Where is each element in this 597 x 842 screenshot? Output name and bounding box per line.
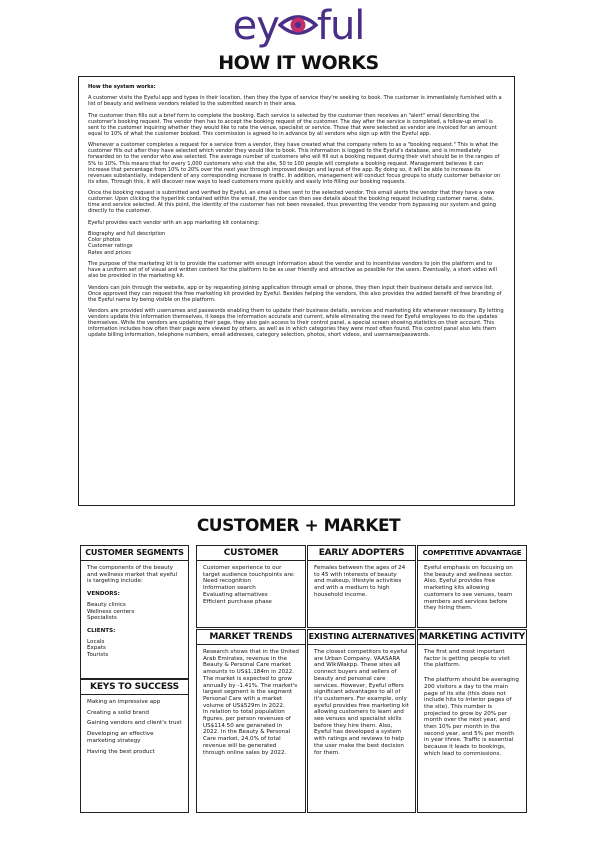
eye-icon <box>278 11 318 39</box>
keys-item: Making an impressive app <box>87 699 161 705</box>
how-paragraph: Eyeful provides each vendor with an app marketing kit containing: <box>88 219 260 226</box>
early-adopters-text: Females between the ages of 24 to 45 with interests of beauty and makeup, lifestyle activities and with a medium to high household income. <box>314 565 406 598</box>
how-paragraph: Vendors can join through the website, app or by requesting joining application through email or phone, they then input their business details and service list. Once approved they can request the free marketing kit provided by Eyeful. Besides helping the vendors, this also provides the added benefit of free branding of the Eyeful name by being visible on the platform. <box>88 284 502 303</box>
competitive-advantage-title: COMPETITIVE ADVANTAGE <box>418 546 526 561</box>
marketing-activity-title: MARKETING ACTIVITY <box>418 630 526 645</box>
market-trends-cell <box>196 629 306 813</box>
clients-list: Locals Expats Tourists <box>87 638 109 659</box>
customer-segments-title: CUSTOMER SEGMENTS <box>81 546 188 561</box>
market-trends-text: Research shows that in the United Arab Emirates, revenue in the Beauty & Personal Care market amounts to US$1,184m in 2022. The market is expected to grow annually by -1.41%. The market's largest segment is the segment Personal Care with a market volume of US$529m in 2022. In relation to total population figures, per person revenues of US$114.50 are generated in 2022. In the Beauty & Personal Care market, 24.0% of total revenue will be generated through online sales by 2022. <box>203 649 299 756</box>
how-paragraph: Whenever a customer completes a request for a service from a vendor, they have created what the company refers to as a "booking request." This is what the customer fills out after they have selected which vendor they would like to book. This information is logged to the Eyeful's database, and is immediately forwarded on to the vendor who was selected. The average number of customers who will fill out a booking request during their visit should be in the ranges of 5% to 10%. This means that for every 1,000 customers who visit the site, 50 to 100 people will complete a booking request. Management believes it can increase that percentage from 10% to 20% over the next year through improved design and layout of the app. By doing so, it will be able to increase its revenues substantially, independent of any corresponding increase in traffic. In addition, management will conduct focus groups to study customer behavior on its sites. Through this, it will discover new ways to lead customers more quickly and easily into filling our booking requests. <box>88 142 501 185</box>
segments-intro: The components of the beauty and wellness market that eyeful is targeting include: <box>87 565 178 585</box>
how-heading: How the system works: <box>88 84 156 90</box>
existing-alternatives-cell <box>307 629 416 813</box>
early-adopters-cell <box>307 545 416 628</box>
early-adopters-title: EARLY ADOPTERS <box>308 546 415 561</box>
existing-alternatives-title: EXISTING ALTERNATIVES <box>308 630 415 645</box>
customer-text: Customer experience to our target audience touchpoints are: Need recognition Information search Evaluating alternatives Efficient purchase phase <box>203 565 295 605</box>
market-trends-title: MARKET TRENDS <box>197 630 305 645</box>
marketing-activity-intro: The first and most important factor is getting people to visit the platform. <box>424 649 510 669</box>
clients-label: CLIENTS: <box>87 627 116 634</box>
section-title: CUSTOMER + MARKET <box>196 516 401 536</box>
marketing-activity-cell <box>417 629 527 813</box>
eyeful-logo <box>0 4 597 48</box>
customer-title: CUSTOMER <box>197 546 305 561</box>
how-paragraph: The customer then fills out a brief form to complete the booking. Each service is selected by the customer then receives an "alert" email describing the customer's booking request. The vendor then has to accept the booking request of the customer. The day after the service is completed, a follow-up email is sent to the customer inquiring whether they would like to rate the venue, specialist or service. Those that were selected as vendor are invoiced for an amount equal to 10% of what the customer booked. This commission is agreed to in advance by all vendors who sign up with the Eyeful app. <box>88 112 497 137</box>
logo-text-right: ful <box>316 3 365 49</box>
how-paragraph: The purpose of the marketing kit is to provide the customer with enough information about the vendor and to incentivise vendors to join the platform and to have a uniform set of of visual and written content for the platform to be as user friendly and attractive as possible for the users. Eventually, a short video will also be provided in the marketing kit. <box>88 260 497 280</box>
keys-to-success-cell <box>80 679 189 813</box>
logo-text-left: ey <box>232 3 279 49</box>
existing-alternatives-text: The closest competitors to eyeful are Urban Company, VAASARA and WikiWakpp. These sites all connect buyers and sellers of beauty and personal care services. However, Eyeful offers significant advantages to all of it's customers. For example, only eyeful provides free marketing kit allowing customers to learn and see venues and specialist skills before they hire them. Also, Eyeful has developed a system with ratings and reviews to help the user make the best decision for them. <box>314 649 409 756</box>
keys-item: Having the best product <box>87 748 155 755</box>
marketing-activity-text: The platform should be averaging 200 visitors a day to the main page of its site (this does not include hits to interior pages of the site). This number is projected to grow by 20% per month over the next year, and then 10% per month in the second year, and 5% per month in year three. Traffic is essential because it leads to bookings, which lead to commissions. <box>424 677 519 757</box>
vendors-label: VENDORS: <box>87 591 120 598</box>
keys-item: Gaining vendors and client's trust <box>87 720 182 727</box>
how-paragraph: Vendors are provided with usernames and passwords enabling them to update their business details, services and marketing kits whenever necessary. By letting vendors update this information themselves, it keeps the information accurate and current, while eliminating the need for Eyeful employees to do the updates themselves. While the vendors are updating their page, they also gain access to their control panel, a special screen showing statistics on their account. This information includes how often their page were viewed by others, as well as in which categories they were most often found. This control panel also lets them update billing information, telephone numbers, email addresses, category selection, photos, short videos, and username/passwords. <box>88 308 504 339</box>
page-title: HOW IT WORKS <box>218 52 379 74</box>
vendors-list: Beauty clinics Wellness centers Specialists <box>87 601 135 622</box>
how-paragraph: Once the booking request is submitted and verified by Eyeful, an email is then sent to the selected vendor. This email alerts the vendor that they have a new customer. Upon clicking the hyperlink contained within the email, the vendor can then see details about the booking request including customer name, date, time and service selected. At this point, the identity of the customer has not been revealed, thus preventing the vendor from bypassing our system and going directly to the customer. <box>88 190 497 215</box>
keys-item: Creating a solid brand <box>87 709 149 716</box>
competitive-advantage-text: Eyeful emphasis on focusing on the beauty and wellness sector. Also, Eyeful provides free marketing kits allowing customers to see venues, team members and services before they hiring them. <box>424 565 513 612</box>
how-paragraph: A customer visits the Eyeful app and types in their location, then they the type of service they're seeking to book. The customer is immediately furnished with a list of beauty and wellness vendors related to the submitted search in their area. <box>88 95 502 108</box>
how-it-works-box <box>78 76 515 506</box>
keys-item: Developing an effective marketing strategy <box>87 731 154 744</box>
customer-segments-cell <box>80 545 189 679</box>
customer-cell <box>196 545 306 628</box>
marketing-kit-list: Biography and full description Color photos Customer ratings Rates and prices <box>88 231 166 256</box>
keys-to-success-title: KEYS TO SUCCESS <box>81 680 188 695</box>
competitive-advantage-cell <box>417 545 527 628</box>
